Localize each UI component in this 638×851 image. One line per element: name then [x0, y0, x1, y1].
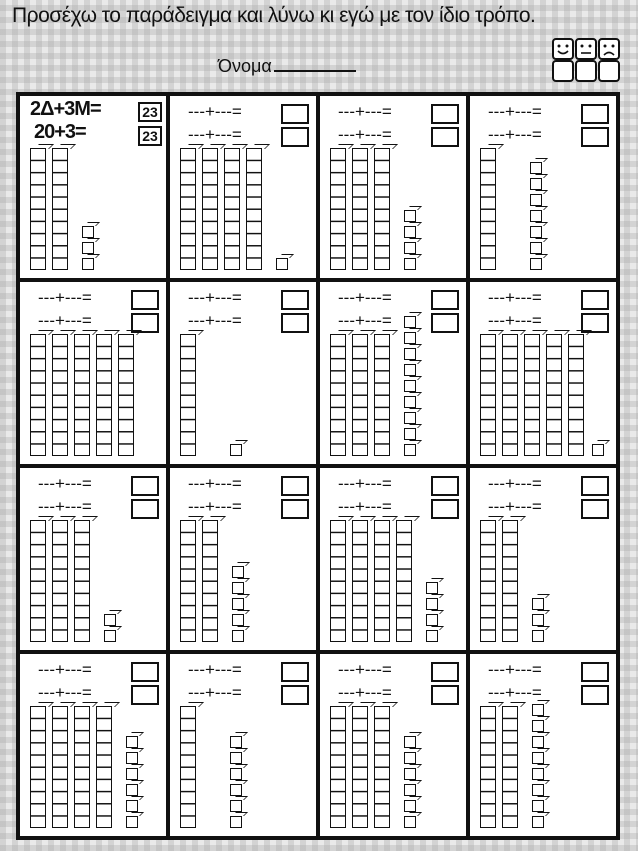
tens-rod — [74, 706, 90, 828]
answer-box-1[interactable] — [131, 290, 159, 310]
ones-cube — [232, 598, 244, 610]
tens-rod — [480, 520, 496, 642]
rating-box-happy[interactable] — [553, 61, 573, 81]
equation-line-2: ---+---= — [38, 311, 92, 330]
ones-cube — [126, 768, 138, 780]
tens-rod — [180, 148, 196, 270]
ones-cube — [530, 194, 542, 206]
ones-cube — [126, 752, 138, 764]
answer-box-1[interactable] — [581, 662, 609, 682]
tens-rod — [374, 706, 390, 828]
ones-cube — [532, 752, 544, 764]
tens-rod — [52, 334, 68, 456]
equation-line-1: ---+---= — [338, 474, 392, 493]
tens-rod — [352, 706, 368, 828]
ones-cube — [404, 210, 416, 222]
ones-cube — [530, 258, 542, 270]
answer-box-2[interactable] — [281, 499, 309, 519]
ones-cube — [404, 816, 416, 828]
tens-rod — [480, 148, 496, 270]
ones-cube — [404, 412, 416, 424]
name-line[interactable] — [274, 56, 356, 72]
equation-line-1: ---+---= — [338, 102, 392, 121]
equation-line-1: ---+---= — [488, 288, 542, 307]
ones-cube — [276, 258, 288, 270]
answer-box-1[interactable] — [581, 476, 609, 496]
tens-rod — [374, 334, 390, 456]
exercise-cell — [320, 468, 466, 650]
tens-rod — [352, 334, 368, 456]
tens-rod — [74, 334, 90, 456]
answer-box-2[interactable] — [581, 127, 609, 147]
tens-rod — [52, 520, 68, 642]
answer-box-2[interactable] — [431, 313, 459, 333]
sad-face-icon[interactable] — [599, 39, 619, 59]
exercise-cell — [470, 468, 616, 650]
answer-box-1[interactable] — [131, 662, 159, 682]
exercise-cell — [20, 654, 166, 836]
tens-rod — [180, 520, 196, 642]
equation-line-1: ---+---= — [38, 660, 92, 679]
ones-cube — [404, 332, 416, 344]
ones-cube — [532, 800, 544, 812]
tens-rod — [180, 706, 196, 828]
equation-line-1: ---+---= — [188, 102, 242, 121]
example-equation-2: 20+3= — [34, 121, 86, 143]
ones-cube — [126, 816, 138, 828]
exercise-cell — [320, 282, 466, 464]
example-answer-1: 23 — [138, 102, 162, 122]
equation-line-2: ---+---= — [188, 311, 242, 330]
tens-rod — [224, 148, 240, 270]
tens-rod — [330, 334, 346, 456]
ones-cube — [426, 614, 438, 626]
ones-cube — [404, 242, 416, 254]
tens-rod — [180, 334, 196, 456]
equation-line-2: ---+---= — [38, 497, 92, 516]
exercise-cell — [20, 282, 166, 464]
tens-rod — [96, 706, 112, 828]
equation-line-2: ---+---= — [188, 125, 242, 144]
ones-cube — [404, 364, 416, 376]
exercise-cell — [20, 468, 166, 650]
answer-box-2[interactable] — [281, 685, 309, 705]
ones-cube — [230, 768, 242, 780]
answer-box-2[interactable] — [131, 499, 159, 519]
exercise-cell — [20, 96, 166, 278]
tens-rod — [330, 148, 346, 270]
tens-rod — [246, 148, 262, 270]
equation-line-2: ---+---= — [488, 125, 542, 144]
tens-rod — [52, 148, 68, 270]
exercise-cell — [470, 654, 616, 836]
equation-line-1: ---+---= — [488, 474, 542, 493]
example-answer-2: 23 — [138, 126, 162, 146]
tens-rod — [52, 706, 68, 828]
ones-cube — [126, 800, 138, 812]
ones-cube — [426, 598, 438, 610]
ones-cube — [232, 630, 244, 642]
ones-cube — [230, 784, 242, 796]
equation-line-1: ---+---= — [338, 660, 392, 679]
answer-box-2[interactable] — [431, 499, 459, 519]
equation-line-2: ---+---= — [488, 311, 542, 330]
ones-cube — [404, 396, 416, 408]
tens-rod — [96, 334, 112, 456]
answer-box-1[interactable] — [281, 476, 309, 496]
self-assessment-faces — [552, 38, 620, 82]
exercise-cell — [170, 468, 316, 650]
equation-line-2: ---+---= — [338, 683, 392, 702]
ones-cube — [230, 800, 242, 812]
ones-cube — [532, 704, 544, 716]
ones-cube — [532, 816, 544, 828]
answer-box-2[interactable] — [431, 127, 459, 147]
ones-cube — [232, 582, 244, 594]
ones-cube — [404, 784, 416, 796]
ones-cube — [404, 752, 416, 764]
exercise-grid — [16, 92, 620, 840]
equation-line-2: ---+---= — [488, 683, 542, 702]
ones-cube — [82, 242, 94, 254]
answer-box-1[interactable] — [581, 290, 609, 310]
equation-line-1: ---+---= — [38, 288, 92, 307]
tens-rod — [202, 148, 218, 270]
equation-line-2: ---+---= — [338, 311, 392, 330]
answer-box-1[interactable] — [431, 104, 459, 124]
ones-cube — [230, 752, 242, 764]
equation-line-1: ---+---= — [188, 474, 242, 493]
equation-line-2: ---+---= — [188, 683, 242, 702]
exercise-cell — [170, 654, 316, 836]
ones-cube — [82, 226, 94, 238]
ones-cube — [404, 768, 416, 780]
tens-rod — [374, 520, 390, 642]
tens-rod — [502, 520, 518, 642]
tens-rod — [374, 148, 390, 270]
ones-cube — [232, 566, 244, 578]
ones-cube — [404, 444, 416, 456]
answer-box-1[interactable] — [131, 476, 159, 496]
exercise-cell — [170, 282, 316, 464]
exercise-cell — [320, 654, 466, 836]
exercise-cell — [170, 96, 316, 278]
tens-rod — [74, 520, 90, 642]
answer-box-1[interactable] — [281, 104, 309, 124]
ones-cube — [532, 630, 544, 642]
ones-cube — [104, 614, 116, 626]
happy-face-icon[interactable] — [553, 39, 573, 59]
ones-cube — [404, 348, 416, 360]
answer-box-2[interactable] — [431, 685, 459, 705]
ones-cube — [530, 162, 542, 174]
tens-rod — [352, 148, 368, 270]
instruction-title: Προσέχω το παράδειγμα και λύνω κι εγώ με τον ίδιο τρόπο. — [12, 4, 536, 27]
exercise-cell — [470, 96, 616, 278]
ones-cube — [592, 444, 604, 456]
ones-cube — [404, 316, 416, 328]
equation-line-1: ---+---= — [338, 288, 392, 307]
ones-cube — [530, 226, 542, 238]
ones-cube — [404, 380, 416, 392]
ones-cube — [126, 784, 138, 796]
tens-rod — [30, 148, 46, 270]
rating-box-sad[interactable] — [599, 61, 619, 81]
name-field[interactable] — [218, 56, 356, 77]
ones-cube — [532, 784, 544, 796]
ones-cube — [530, 178, 542, 190]
answer-box-2[interactable] — [281, 127, 309, 147]
answer-box-1[interactable] — [431, 476, 459, 496]
ones-cube — [532, 598, 544, 610]
answer-box-1[interactable] — [431, 290, 459, 310]
answer-box-2[interactable] — [581, 685, 609, 705]
exercise-cell — [470, 282, 616, 464]
answer-box-2[interactable] — [131, 685, 159, 705]
rating-box-neutral[interactable] — [576, 61, 596, 81]
ones-cube — [232, 614, 244, 626]
tens-rod — [352, 520, 368, 642]
answer-box-1[interactable] — [281, 290, 309, 310]
ones-cube — [532, 736, 544, 748]
tens-rod — [502, 706, 518, 828]
example-equation-1: 2Δ+3Μ= — [30, 98, 101, 120]
ones-cube — [404, 258, 416, 270]
tens-rod — [330, 706, 346, 828]
ones-cube — [230, 736, 242, 748]
equation-line-2: ---+---= — [488, 497, 542, 516]
equation-line-2: ---+---= — [338, 125, 392, 144]
ones-cube — [530, 242, 542, 254]
answer-box-1[interactable] — [281, 662, 309, 682]
equation-line-2: ---+---= — [188, 497, 242, 516]
ones-cube — [532, 614, 544, 626]
ones-cube — [532, 720, 544, 732]
exercise-cell — [320, 96, 466, 278]
ones-cube — [104, 630, 116, 642]
equation-line-1: ---+---= — [38, 474, 92, 493]
tens-rod — [546, 334, 562, 456]
tens-rod — [524, 334, 540, 456]
ones-cube — [404, 428, 416, 440]
answer-box-1[interactable] — [431, 662, 459, 682]
answer-box-2[interactable] — [581, 499, 609, 519]
ones-cube — [126, 736, 138, 748]
ones-cube — [426, 582, 438, 594]
answer-box-2[interactable] — [281, 313, 309, 333]
tens-rod — [568, 334, 584, 456]
equation-line-2: ---+---= — [38, 683, 92, 702]
name-label: Όνομα — [218, 56, 272, 76]
ones-cube — [404, 226, 416, 238]
equation-line-1: ---+---= — [188, 660, 242, 679]
ones-cube — [426, 630, 438, 642]
tens-rod — [502, 334, 518, 456]
ones-cube — [404, 736, 416, 748]
tens-rod — [30, 520, 46, 642]
tens-rod — [396, 520, 412, 642]
tens-rod — [30, 334, 46, 456]
tens-rod — [30, 706, 46, 828]
tens-rod — [480, 334, 496, 456]
neutral-face-icon[interactable] — [576, 39, 596, 59]
equation-line-1: ---+---= — [188, 288, 242, 307]
ones-cube — [82, 258, 94, 270]
tens-rod — [118, 334, 134, 456]
ones-cube — [230, 444, 242, 456]
answer-box-1[interactable] — [581, 104, 609, 124]
ones-cube — [230, 816, 242, 828]
equation-line-2: ---+---= — [338, 497, 392, 516]
equation-line-1: ---+---= — [488, 102, 542, 121]
ones-cube — [530, 210, 542, 222]
tens-rod — [330, 520, 346, 642]
tens-rod — [480, 706, 496, 828]
equation-line-1: ---+---= — [488, 660, 542, 679]
ones-cube — [404, 800, 416, 812]
ones-cube — [532, 768, 544, 780]
tens-rod — [202, 520, 218, 642]
